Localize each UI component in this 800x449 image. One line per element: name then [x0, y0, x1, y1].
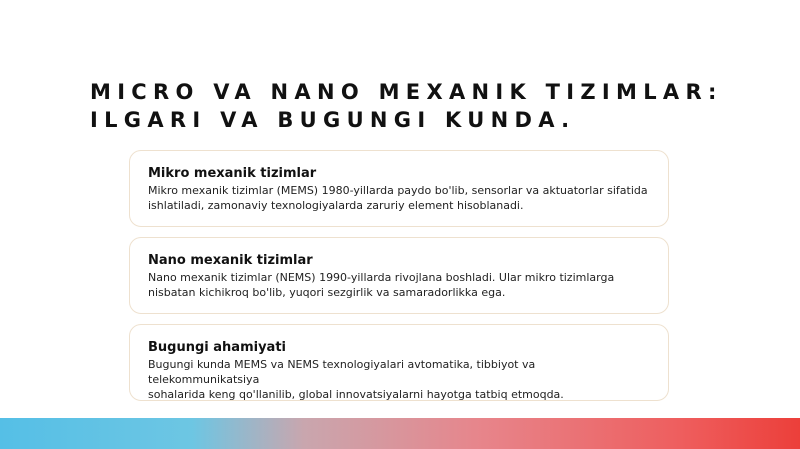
- slide-title-line-2: ILGARI VA BUGUNGI KUNDA.: [90, 108, 576, 132]
- card-bugungi-ahamiyati: [129, 324, 669, 401]
- card-text-line: Nano mexanik tizimlar (NEMS) 1990-yillarda rivojlana boshladi. Ular mikro tizimlarga: [148, 271, 615, 284]
- card-mikro-mexanik: [129, 150, 669, 227]
- card-text-line: Mikro mexanik tizimlar (MEMS) 1980-yillarda paydo bo'lib, sensorlar va aktuatorlar sifatida: [148, 184, 648, 197]
- card-text-line: nisbatan kichikroq bo'lib, yuqori sezgirlik va samaradorlikka ega.: [148, 286, 506, 299]
- slide-title: [90, 78, 770, 134]
- card-title: Bugungi ahamiyati: [148, 340, 286, 355]
- card-nano-mexanik: [129, 237, 669, 314]
- card-text-line: sohalarida keng qo'llanilib, global innovatsiyalarni hayotga tatbiq etmoqda.: [148, 388, 564, 401]
- card-text-line: Bugungi kunda MEMS va NEMS texnologiyalari avtomatika, tibbiyot va telekommunikatsiya: [148, 358, 536, 386]
- card-title: Mikro mexanik tizimlar: [148, 166, 317, 181]
- card-text-line: ishlatiladi, zamonaviy texnologiyalarda zaruriy element hisoblanadi.: [148, 199, 524, 212]
- bottom-gradient-bar: [0, 418, 800, 449]
- card-title: Nano mexanik tizimlar: [148, 253, 313, 268]
- slide-title-line-1: MICRO VA NANO MEXANIK TIZIMLAR:: [90, 80, 723, 104]
